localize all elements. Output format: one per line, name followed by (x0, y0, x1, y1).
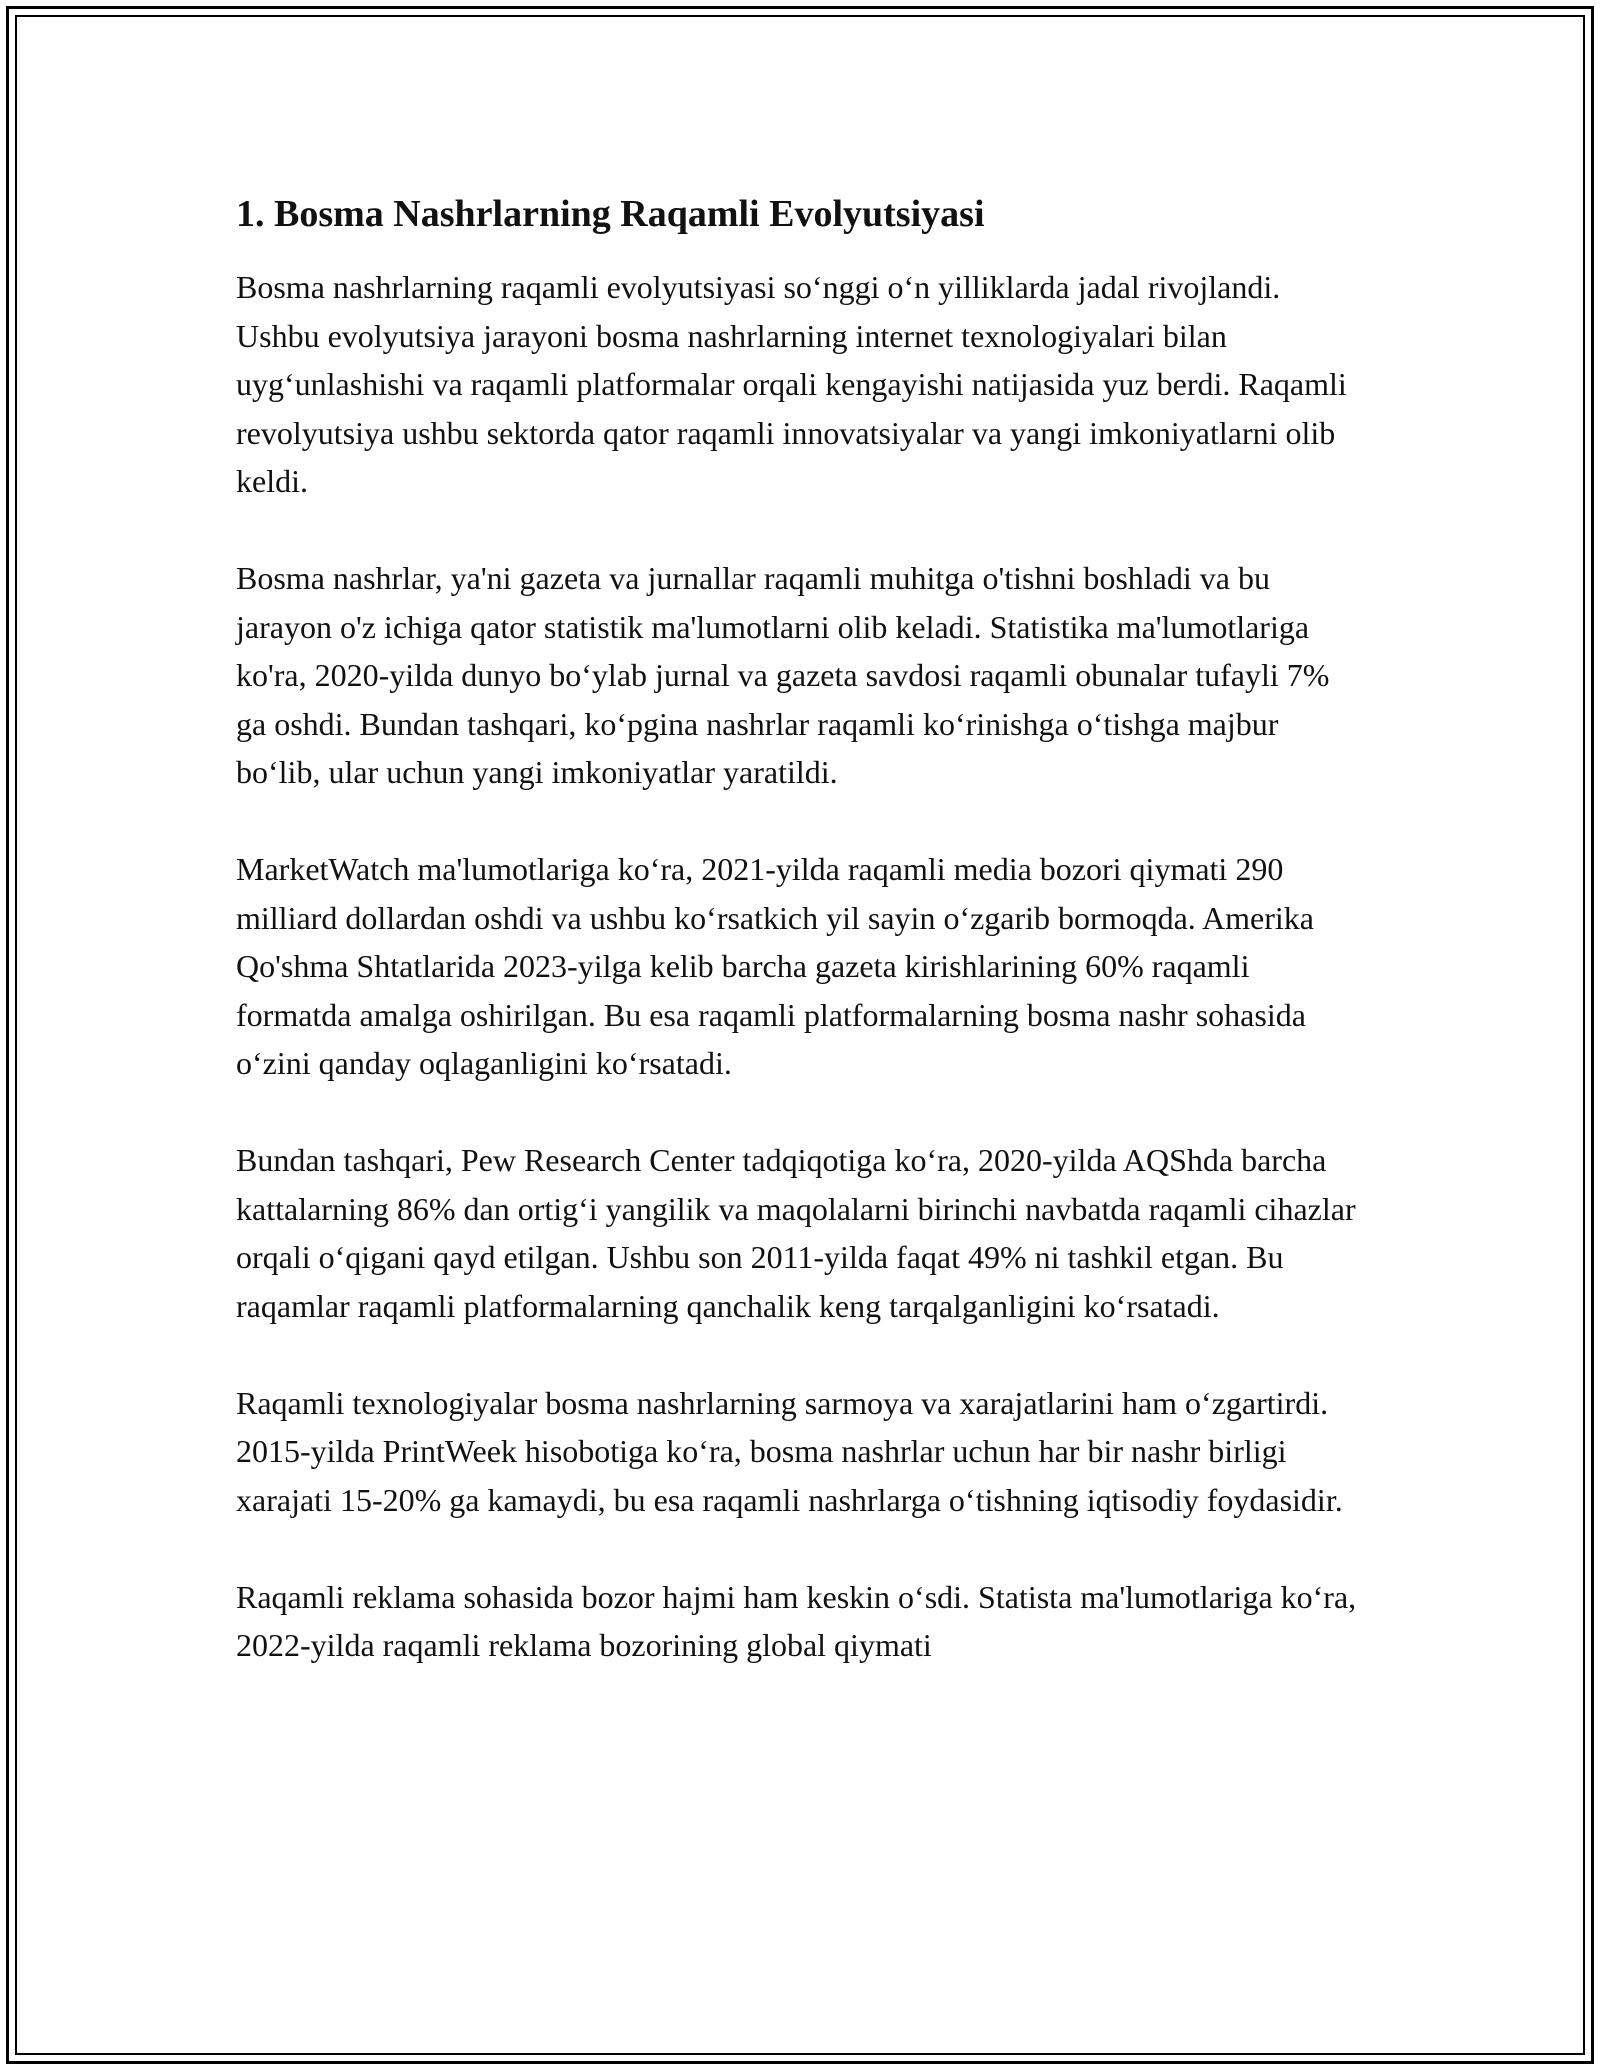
paragraph-2: Bosma nashrlar, ya'ni gazeta va jurnallar raqamli muhitga o'tishni boshladi va bu jarayon o'z ichiga qator statistik ma'lumotlarni olib keladi. Statistika ma'lumotlariga ko'ra, 2020-yilda dunyo bo‘ylab jurnal va gazeta savdosi raqamli obunalar tufayli 7% ga oshdi. Bundan tashqari, ko‘pgina nashrlar raqamli ko‘rinishga o‘tishga majbur bo‘lib, ular uchun yangi imkoniyatlar yaratildi. (236, 560, 1330, 790)
paragraph-1: Bosma nashrlarning raqamli evolyutsiyasi so‘nggi o‘n yilliklarda jadal rivojlandi. Ushbu evolyutsiya jarayoni bosma nashrlarning internet texnologiyalari bilan uyg‘unlashishi va raqamli platformalar orqali kengayishi natijasida yuz berdi. Raqamli revolyutsiya ushbu sektorda qator raqamli innovatsiyalar va yangi imkoniyatlarni olib keldi. (236, 269, 1347, 499)
paragraph-4: Bundan tashqari, Pew Research Center tadqiqotiga ko‘ra, 2020-yilda AQShda barcha kattalarning 86% dan ortig‘i yangilik va maqolalarni birinchi navbatda raqamli cihazlar orqali o‘qigani qayd etilgan. Ushbu son 2011-yilda faqat 49% ni tashkil etgan. Bu raqamlar raqamli platformalarning qanchalik keng tarqalganligini ko‘rsatadi. (236, 1142, 1356, 1324)
paragraph-5: Raqamli texnologiyalar bosma nashrlarning sarmoya va xarajatlarini ham o‘zgartirdi. 2015-yilda PrintWeek hisobotiga ko‘ra, bosma nashrlar uchun har bir nashr birligi xarajati 15-20% ga kamaydi, bu esa raqamli nashrlarga o‘tishning iqtisodiy foydasidir. (236, 1384, 1343, 1518)
document-body (236, 183, 1366, 1718)
paragraph-3: MarketWatch ma'lumotlariga ko‘ra, 2021-yilda raqamli media bozori qiymati 290 milliard dollardan oshdi va ushbu ko‘rsatkich yil sayin o‘zgarib bormoqda. Amerika Qo'shma Shtatlarida 2023-yilga kelib barcha gazeta kirishlarining 60% raqamli formatda amalga oshirilgan. Bu esa raqamli platformalarning bosma nashr sohasida o‘zini qanday oqlaganligini ko‘rsatadi. (236, 851, 1314, 1081)
paragraph-6: Raqamli reklama sohasida bozor hajmi ham keskin o‘sdi. Statista ma'lumotlariga ko‘ra, 2022-yilda raqamli reklama bozorining global qiymati (236, 1578, 1357, 1663)
section-title: 1. Bosma Nashrlarning Raqamli Evolyutsiyasi (236, 193, 985, 235)
